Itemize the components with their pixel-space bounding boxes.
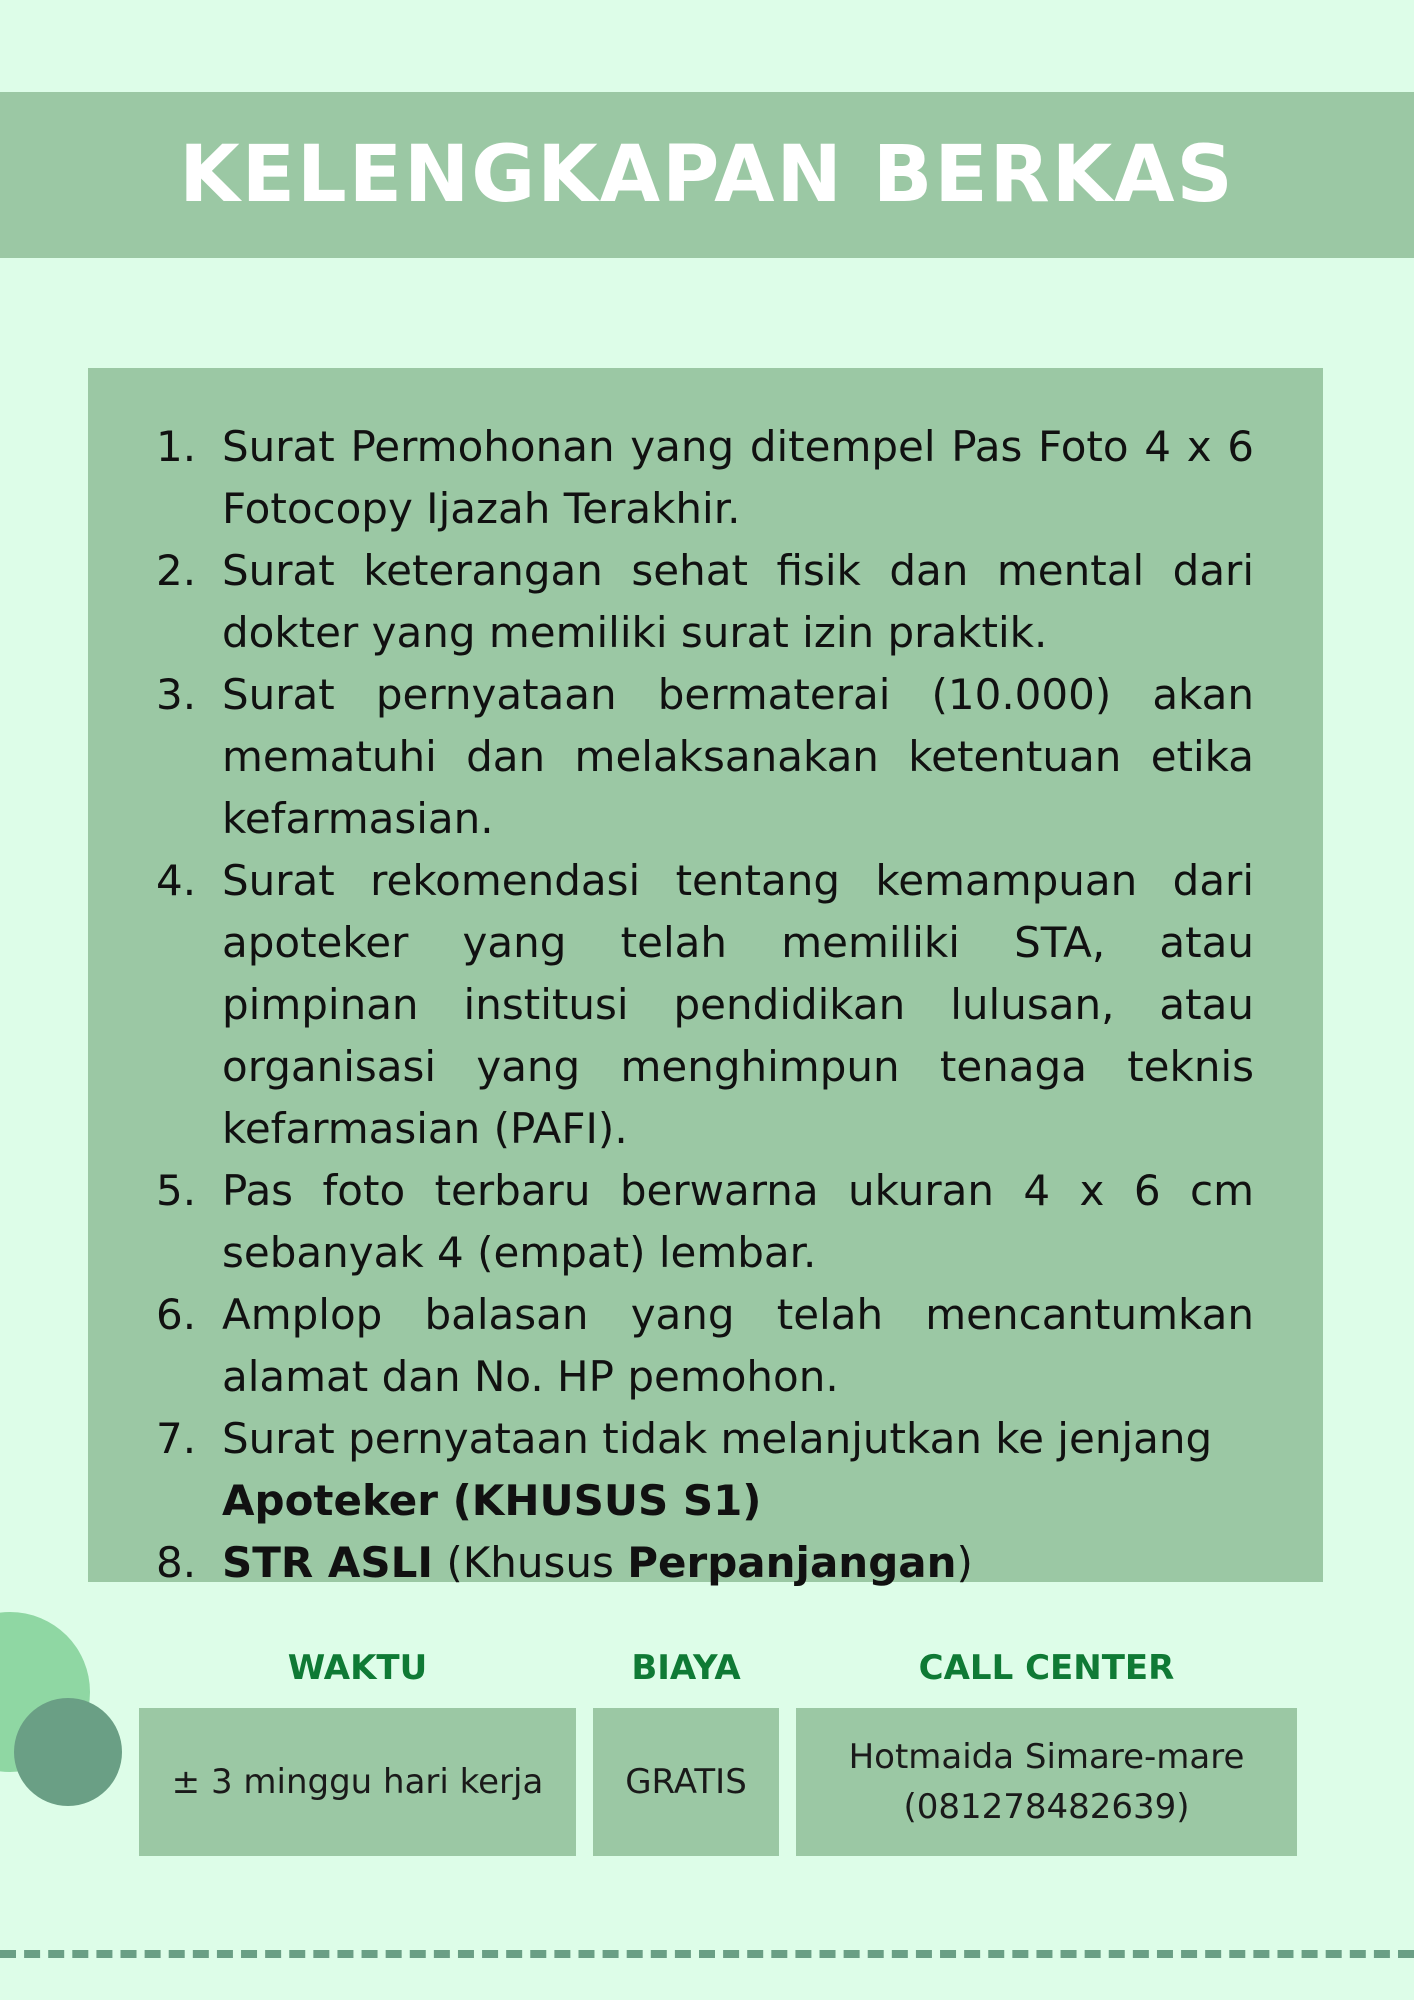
biaya-value: GRATIS xyxy=(625,1762,747,1802)
item-text: Pas foto terbaru berwarna ukuran 4 x 6 cm sebanyak 4 (empat) lembar. xyxy=(222,1166,1254,1277)
list-item xyxy=(156,1160,1254,1284)
item-text-bold: STR ASLI xyxy=(222,1538,434,1587)
call-center-box xyxy=(796,1708,1297,1856)
item-text-bold: Apoteker (KHUSUS S1) xyxy=(222,1476,762,1525)
item-text: Surat keterangan sehat fisik dan mental dari dokter yang memiliki surat izin praktik. xyxy=(222,546,1254,657)
item-number: 7. xyxy=(156,1414,197,1463)
list-item xyxy=(156,1532,1254,1594)
biaya-box xyxy=(593,1708,779,1856)
item-text-bold: Perpanjangan xyxy=(627,1538,957,1587)
list-item xyxy=(156,850,1254,1160)
waktu-value: ± 3 minggu hari kerja xyxy=(171,1762,544,1802)
header-band xyxy=(0,92,1414,258)
requirements-list xyxy=(156,416,1254,1594)
dashed-divider xyxy=(0,1950,1414,1958)
item-text-wrapper xyxy=(222,1532,1254,1594)
list-item xyxy=(156,664,1254,850)
item-text: Surat pernyataan bermaterai (10.000) akan mematuhi dan melaksanakan ketentuan etika kefarmasian. xyxy=(222,670,1254,843)
list-item xyxy=(156,1284,1254,1408)
item-text: Amplop balasan yang telah mencantumkan alamat dan No. HP pemohon. xyxy=(222,1290,1254,1401)
item-number: 2. xyxy=(156,546,197,595)
call-center-contact xyxy=(849,1732,1245,1832)
call-center-name: Hotmaida Simare-mare xyxy=(848,1737,1245,1777)
decorative-circle-dark xyxy=(14,1698,122,1806)
item-number: 1. xyxy=(156,422,197,471)
item-text-wrapper xyxy=(222,1408,1254,1532)
item-text: Surat Permohonan yang ditempel Pas Foto 4 x 6 Fotocopy Ijazah Terakhir. xyxy=(222,422,1254,533)
item-text: ) xyxy=(956,1538,973,1587)
item-text: Surat pernyataan tidak melanjutkan ke jenjang xyxy=(222,1414,1213,1463)
list-item xyxy=(156,1408,1254,1532)
item-number: 5. xyxy=(156,1166,197,1215)
call-center-label: CALL CENTER xyxy=(918,1648,1175,1688)
item-number: 4. xyxy=(156,856,197,905)
waktu-label: WAKTU xyxy=(287,1648,428,1688)
item-number: 8. xyxy=(156,1538,197,1587)
item-text: (Khusus xyxy=(433,1538,628,1587)
requirements-panel xyxy=(88,368,1323,1587)
call-center-phone: (081278482639) xyxy=(903,1787,1190,1827)
list-item xyxy=(156,416,1254,540)
page-title: KELENGKAPAN BERKAS xyxy=(179,130,1235,220)
biaya-label: BIAYA xyxy=(631,1648,741,1688)
list-item xyxy=(156,540,1254,664)
item-text: Surat rekomendasi tentang kemampuan dari apoteker yang telah memiliki STA, atau pimpinan institusi pendidikan lulusan, atau organisasi yang menghimpun tenaga teknis kefarmasian (PAFI). xyxy=(222,856,1254,1153)
waktu-box xyxy=(139,1708,576,1856)
item-number: 6. xyxy=(156,1290,197,1339)
item-number: 3. xyxy=(156,670,197,719)
